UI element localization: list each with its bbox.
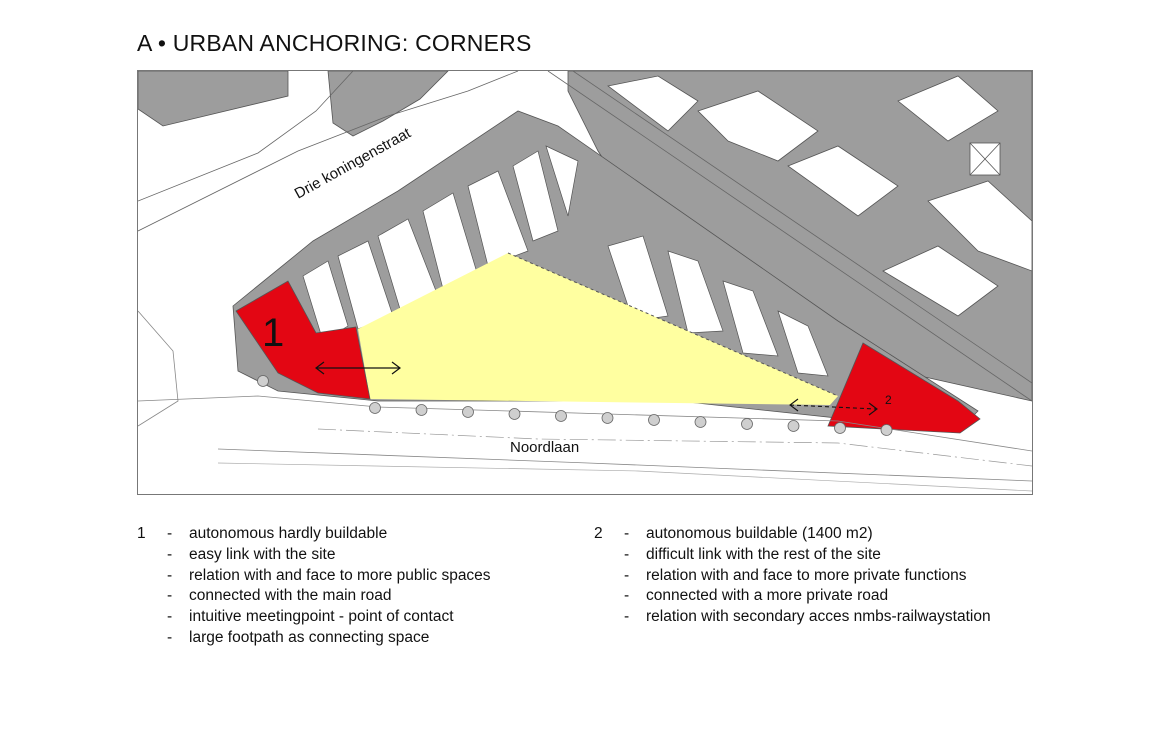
tree-symbol (788, 421, 799, 432)
tree-symbol (416, 405, 427, 416)
note-item: difficult link with the rest of the site (646, 545, 881, 563)
corner-2-label: 2 (885, 393, 892, 407)
tree-symbol (556, 411, 567, 422)
tree-symbol (463, 407, 474, 418)
corner-1-label: 1 (262, 311, 285, 355)
note-item: connected with a more private road (646, 587, 889, 605)
note-item: large footpath as connecting space (189, 628, 430, 646)
tree-symbol (649, 415, 660, 426)
notes-corner-1: 1 - autonomous hardly buildable - easy link with the site - relation with and face to more public spaces - connected with the main road - intuitive meetingpoint - point of contact - large footpath as connecting space (137, 524, 491, 649)
street-label-north: Drie koningenstraat (291, 124, 414, 203)
tree-symbol (835, 423, 846, 434)
note-item: intuitive meetingpoint - point of contact (189, 608, 454, 626)
roundabout-edge (138, 311, 178, 426)
note-item: easy link with the site (189, 545, 336, 563)
tree-symbol (602, 413, 613, 424)
note-item: relation with and face to more private functions (646, 566, 967, 584)
tree-symbol (695, 417, 706, 428)
tree-symbol (509, 409, 520, 420)
building-block (328, 71, 448, 136)
note-number: 2 (594, 525, 603, 542)
note-item: relation with and face to more public spaces (189, 566, 491, 584)
tree-symbol (881, 425, 892, 436)
rail-track (218, 463, 1032, 491)
tree-symbol (258, 376, 269, 387)
note-item: autonomous hardly buildable (189, 525, 388, 542)
note-item: autonomous buildable (1400 m2) (646, 525, 873, 542)
note-item: relation with secondary acces nmbs-railwaystation (646, 608, 991, 626)
tree-symbol (370, 403, 381, 414)
notes-corner-2: 2 - autonomous buildable (1400 m2) - difficult link with the rest of the site - relation with and face to more private functions - connected with a more private road - relation with secondary acces nmbs-railwaystation (594, 524, 991, 628)
tree-symbol (742, 419, 753, 430)
note-number: 1 (137, 525, 146, 542)
site-plan-map (137, 70, 1033, 495)
note-item: connected with the main road (189, 587, 392, 605)
street-label-south: Noordlaan (510, 439, 580, 456)
page-title: A • URBAN ANCHORING: CORNERS (137, 30, 532, 56)
building-block (138, 71, 288, 126)
